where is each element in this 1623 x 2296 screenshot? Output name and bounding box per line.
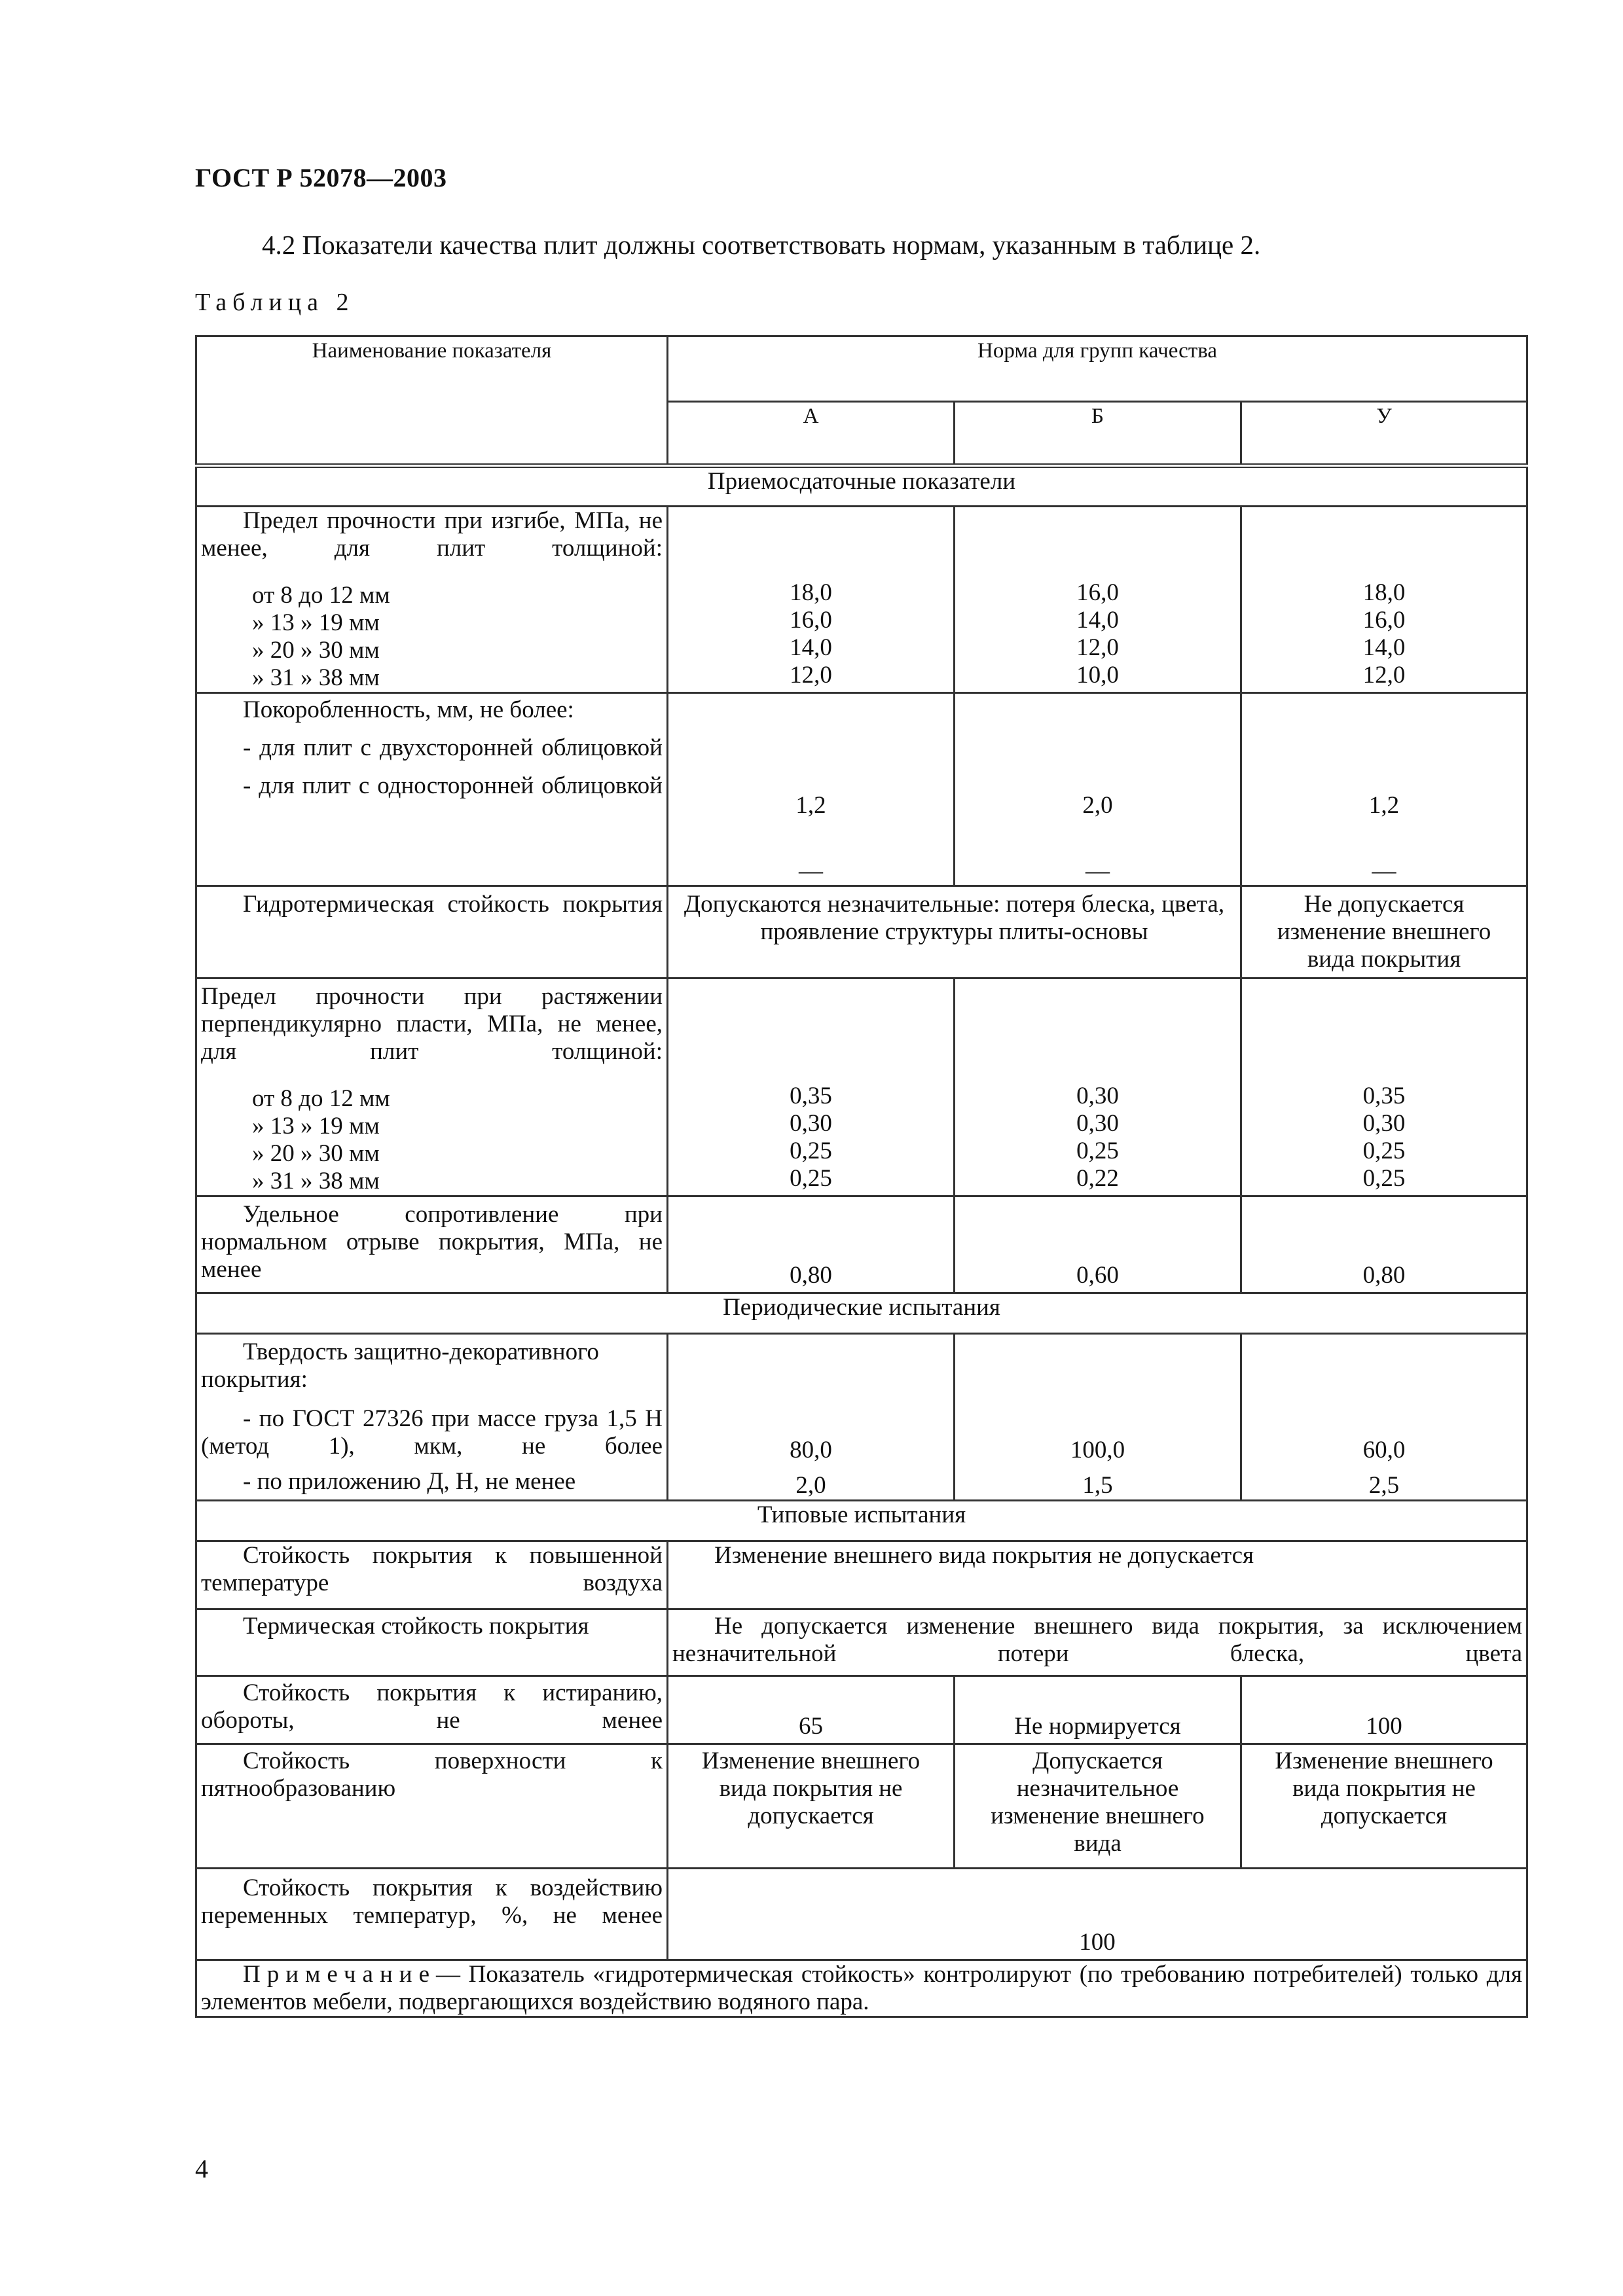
hydro-u-value: Не допускается изменение внешнего вида покрытия [1277, 891, 1491, 973]
value-cell: 65 [799, 1713, 823, 1740]
value-cell: 14,0 [790, 634, 832, 661]
intro-paragraph: 4.2 Показатели качества плит должны соответствовать нормам, указанным в таблице 2. [262, 230, 1261, 260]
high-temp-name: Стойкость покрытия к повышенной температуре воздуха [201, 1542, 663, 1596]
value-cell: 14,0 [1362, 634, 1406, 661]
warp-double-label: - для плит с двухсторонней облицовкой [243, 734, 663, 761]
bending-name: Предел прочности при изгибе, МПа, не менее, для плит толщиной: [201, 507, 663, 562]
value-cell: 0,30 [790, 1110, 832, 1137]
hydro-ab-value: Допускаются незначительные: потеря блеска, цвета, проявление структуры плиты-основы [684, 891, 1225, 945]
table-row [196, 1676, 1527, 1744]
hydro-name: Гидротермическая стойкость покрытия [243, 891, 663, 918]
value-cell: — [799, 857, 823, 884]
warp-single-label: - для плит с односторонней облицовкой [243, 772, 663, 799]
table-row [196, 1609, 1527, 1676]
value-cell: 0,80 [790, 1262, 832, 1289]
value-cell: — [1085, 857, 1110, 884]
value-cell: Не нормируется [1014, 1713, 1181, 1740]
high-temp-value: Изменение внешнего вида покрытия не допускается [714, 1542, 1254, 1569]
value-cell: 12,0 [790, 662, 832, 689]
table-row [196, 886, 1527, 978]
section-periodic: Периодические испытания [196, 1293, 1527, 1334]
stain-a-value: Изменение внешнего вида покрытия не допускается [701, 1748, 921, 1829]
thermal-name: Термическая стойкость покрытия [243, 1613, 589, 1640]
abrasion-name: Стойкость покрытия к истиранию, обороты, не менее [201, 1679, 663, 1734]
value-cell: 18,0 [790, 579, 832, 606]
value-cell: 1,5 [1082, 1472, 1113, 1499]
value-cell: 80,0 [790, 1437, 832, 1463]
value-cell: 100,0 [1070, 1437, 1125, 1463]
value-cell: 16,0 [790, 607, 832, 634]
tensile-name: Предел прочности при растяжении перпендикулярно пласти, МПа, не менее, для плит толщиной: [201, 983, 663, 1065]
thickness-label: » 31 » 38 мм [252, 664, 380, 691]
header-norm: Норма для групп качества [668, 336, 1527, 402]
table-note [196, 1960, 1527, 2017]
header-group-b: Б [955, 402, 1241, 466]
value-cell: 1,2 [795, 792, 826, 819]
value-cell: 0,30 [1076, 1110, 1119, 1137]
thickness-label: » 13 » 19 мм [252, 609, 380, 636]
table-row [196, 1744, 1527, 1869]
table-row [196, 693, 1527, 886]
stain-b-value: Допускается незначительное изменение внешнего вида [991, 1748, 1205, 1857]
stain-u-value: Изменение внешнего вида покрытия не допускается [1275, 1748, 1493, 1829]
hardness-appendix-label: - по приложению Д, Н, не менее [243, 1468, 576, 1495]
value-cell: 2,0 [1082, 792, 1113, 819]
thermal-value: Не допускается изменение внешнего вида покрытия, за исключением незначительной потери блеска, цвета [672, 1613, 1523, 1667]
value-cell: 0,25 [1362, 1165, 1406, 1192]
value-cell: 0,25 [790, 1165, 832, 1192]
table-row [196, 507, 1527, 693]
value-cell: 12,0 [1076, 634, 1119, 661]
table-caption: Таблица 2 [195, 289, 355, 316]
value-cell: 0,22 [1076, 1165, 1119, 1192]
value-cell: 14,0 [1076, 607, 1119, 634]
table-row [196, 978, 1527, 1196]
resistivity-name: Удельное сопротивление при нормальном отрыве покрытия, МПа, не менее [201, 1201, 663, 1283]
section-type: Типовые испытания [196, 1501, 1527, 1541]
variable-temp-name: Стойкость покрытия к воздействию переменных температур, %, не менее [201, 1874, 663, 1929]
table-row [196, 1196, 1527, 1293]
thickness-label: » 20 » 30 мм [252, 1140, 380, 1167]
value-cell: 18,0 [1362, 579, 1406, 606]
value-cell: 0,60 [1076, 1262, 1119, 1289]
value-cell: 2,5 [1368, 1472, 1400, 1499]
quality-table [195, 335, 1528, 2018]
value-cell: 0,30 [1076, 1083, 1119, 1109]
header-group-u: У [1241, 402, 1527, 466]
thickness-label: от 8 до 12 мм [252, 582, 390, 609]
header-group-a: А [668, 402, 955, 466]
table-row [196, 1334, 1527, 1501]
table-row [196, 1869, 1527, 1960]
value-cell: 12,0 [1362, 662, 1406, 689]
value-cell: 0,30 [1362, 1110, 1406, 1137]
value-cell: 100 [1079, 1929, 1116, 1956]
value-cell: 0,25 [790, 1138, 832, 1164]
document-code: ГОСТ Р 52078—2003 [195, 163, 447, 192]
thickness-label: » 31 » 38 мм [252, 1168, 380, 1194]
value-cell: 10,0 [1076, 662, 1119, 689]
value-cell: 100 [1366, 1713, 1402, 1740]
stain-name: Стойкость поверхности к пятнообразованию [201, 1748, 663, 1802]
value-cell: 16,0 [1362, 607, 1406, 634]
table-row [196, 1541, 1527, 1609]
note-label: Примечание [243, 1961, 436, 1988]
value-cell: 0,35 [1362, 1083, 1406, 1109]
thickness-label: » 20 » 30 мм [252, 637, 380, 664]
value-cell: 0,25 [1076, 1138, 1119, 1164]
value-cell: 2,0 [795, 1472, 826, 1499]
thickness-label: от 8 до 12 мм [252, 1085, 390, 1112]
section-acceptance: Приемосдаточные показатели [196, 466, 1527, 507]
page-number: 4 [195, 2154, 208, 2183]
value-cell: 16,0 [1076, 579, 1119, 606]
thickness-label: » 13 » 19 мм [252, 1113, 380, 1139]
value-cell: 0,35 [790, 1083, 832, 1109]
value-cell: 0,80 [1362, 1262, 1406, 1289]
note-text: — Показатель «гидротермическая стойкость» контролируют (по требованию потребителей) только для элементов мебели, подвергающихся воздействию водяного пара. [201, 1961, 1523, 2015]
header-indicator-name: Наименование показателя [196, 336, 668, 466]
value-cell: 0,25 [1362, 1138, 1406, 1164]
value-cell: 1,2 [1368, 792, 1400, 819]
value-cell: 60,0 [1362, 1437, 1406, 1463]
hardness-gost-label: - по ГОСТ 27326 при массе груза 1,5 Н (метод 1), мкм, не более [201, 1405, 663, 1460]
warp-name: Покоробленность, мм, не более: [243, 696, 574, 723]
value-cell: — [1372, 857, 1396, 884]
hardness-name: Твердость защитно-декоративного покрытия: [201, 1338, 599, 1393]
